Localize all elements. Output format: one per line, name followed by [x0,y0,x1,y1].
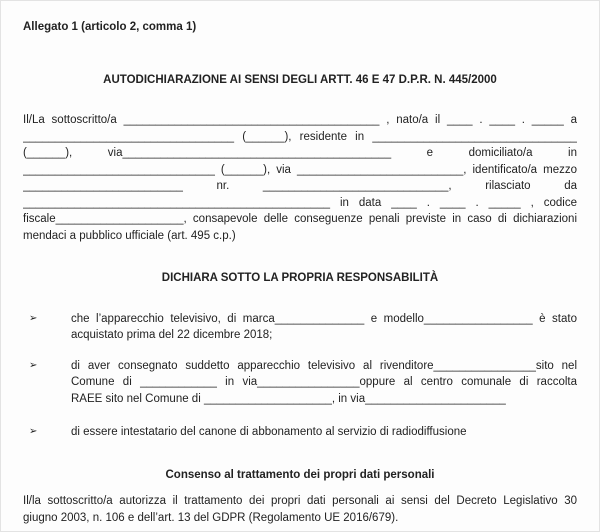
intro-line: Il/La sottoscritto/a ________________________________________ , nato/a il ____ . ____ . _____ a [23,114,577,126]
intro-line: mendaci a pubblico ufficiale (art. 495 c.p.) [23,229,236,242]
arrow-bullet-icon: ➢ [29,359,38,371]
intro-line: ______________________________ (______), via __________________________, identificato/a mezzo [23,163,577,176]
annex-label: Allegato 1 (articolo 2, comma 1) [23,21,197,33]
declaration-item-text [71,424,577,441]
intro-line: _________________________ nr. _____________________________, rilasciato da [23,180,577,192]
declaration-item-license-holder [23,424,577,441]
bullet-line: acquistato prima del 22 dicembre 2018; [71,329,273,341]
consent-heading: Consenso al trattamento dei propri dati personali [165,468,435,481]
intro-line: fiscale____________________, consapevole delle conseguenze penali previste in caso di dichiarazioni [23,213,577,225]
arrow-bullet-icon: ➢ [29,312,38,324]
declaration-item-tv-delivery [23,358,577,408]
consent-paragraph [23,493,577,526]
intro-paragraph [23,112,577,244]
intro-line: (______), via__________________________________________ e domiciliato/a in [23,147,577,159]
consent-line: giugno 2003, n. 106 e dell’art. 13 del GDPR (Regolamento UE 2016/679). [23,511,399,524]
bullet-line: di aver consegnato suddetto apparecchio televisivo al rivenditore________________sito nel [71,359,577,372]
bullet-line: RAEE sito nel Comune di ____________________, in via______________________ [71,392,506,405]
bullet-line: di essere intestatario del canone di abbonamento al servizio di radiodiffusione [71,426,467,438]
intro-line: _________________________________ (______), residente in ________________________________ [23,130,577,143]
arrow-bullet-icon: ➢ [29,426,38,437]
declaration-item-text [71,358,577,408]
bullet-line: Comune di ____________ in via________________oppure al centro comunale di raccolta [71,376,577,388]
bullet-line: che l’apparecchio televisivo, di marca______________ e modello_________________ è stato [71,312,577,325]
intro-line: ________________________________________________ in data ____ . ____ . _____ , codice [23,196,577,209]
declaration-item-tv-purchase [23,311,577,344]
consent-line: Il/la sottoscritto/a autorizza il trattamento dei propri dati personali ai sensi del Decreto Legislativo 30 [23,495,577,507]
declaration-item-text [71,311,577,344]
document-title: AUTODICHIARAZIONE AI SENSI DEGLI ARTT. 46 E 47 D.P.R. N. 445/2000 [103,73,497,86]
declaration-heading: DICHIARA SOTTO LA PROPRIA RESPONSABILITÀ [161,272,439,284]
